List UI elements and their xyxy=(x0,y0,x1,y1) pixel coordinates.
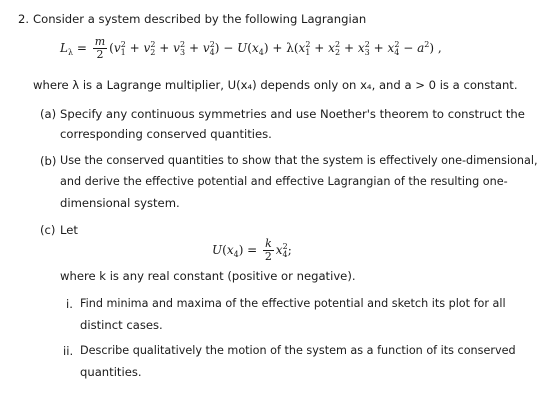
problem-intro: Consider a system described by the following Lagrangian xyxy=(33,12,367,26)
item-ii-line: Describe qualitatively the motion of the system as a function of its conserved xyxy=(80,344,516,357)
part-c-intro: Let xyxy=(60,223,78,237)
item-ii-label: ii. xyxy=(63,344,74,358)
part-c-label: (c) xyxy=(40,223,56,237)
potential-equation: $U(x_4)$ = $\frac{k}{2}$ $x_4^2$; xyxy=(212,237,292,263)
item-i-line: distinct cases. xyxy=(80,318,163,332)
part-a-line: Specify any continuous symmetries and use Noether's theorem to construct the xyxy=(60,107,525,121)
item-i-label: i. xyxy=(66,297,73,311)
where-lambda-text: where λ is a Lagrange multiplier, U(x₄) depends only on x₄, and a > 0 is a constant. xyxy=(33,78,518,92)
part-b-line: Use the conserved quantities to show that the system is effectively one-dimensional, xyxy=(60,154,538,167)
item-i-line: Find minima and maxima of the effective potential and sketch its plot for all xyxy=(80,297,506,310)
part-b-line: dimensional system. xyxy=(60,196,180,210)
part-b-label: (b) xyxy=(40,154,57,168)
part-c-where-text: where k is any real constant (positive or negative). xyxy=(60,269,356,283)
part-a-line: corresponding conserved quantities. xyxy=(60,127,272,141)
part-a-label: (a) xyxy=(40,107,57,121)
problem-number: 2. xyxy=(18,12,30,26)
lagrangian-equation: $L_\lambda$ = $\frac{m}{2}$ $(v_1^2 + v_2^2 + v_3^2 + v_4^2) - U(x_4) + \lambda(x_1^2 + x_2^2 + x_3^2 + x_4^2 - a^2)$ , xyxy=(60,35,442,61)
part-b-line: and derive the effective potential and effective Lagrangian of the resulting one- xyxy=(60,175,508,188)
item-ii-line: quantities. xyxy=(80,365,142,379)
